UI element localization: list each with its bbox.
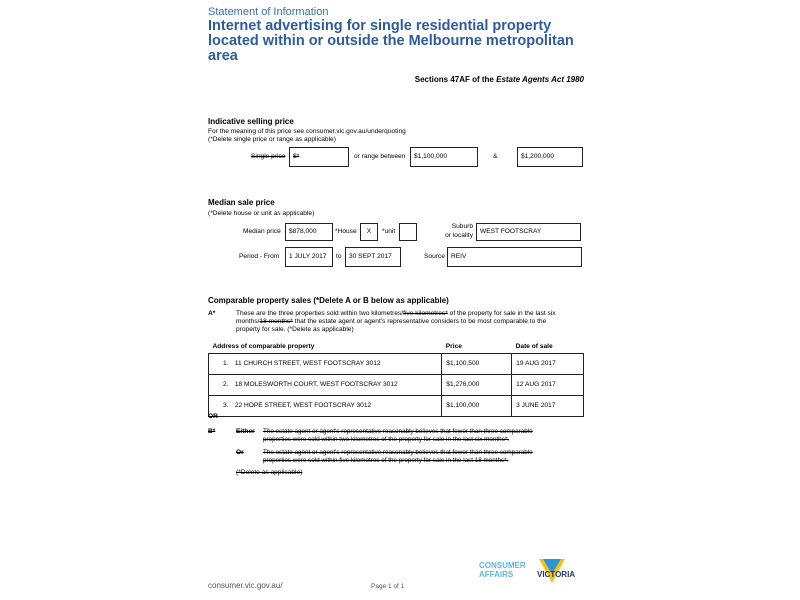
option-a-line-2-start: months/ — [236, 318, 260, 325]
house-label: *House — [335, 228, 357, 235]
period-from-field[interactable]: 1 JULY 2017 — [285, 247, 333, 267]
act-reference — [415, 75, 584, 84]
either-label: Either — [236, 428, 255, 435]
source-field[interactable]: REIV — [447, 247, 582, 267]
suburb-label-line-2: or locality — [445, 232, 473, 239]
range-amp: & — [493, 153, 498, 160]
option-a-line-1-end: of the property for sale in the last six — [447, 310, 556, 317]
row-address: 11 CHURCH STREET, WEST FOOTSCRAY 3012 — [234, 360, 381, 367]
option-a-line-1-start: These are the three properties sold within two kilometres/ — [236, 310, 404, 317]
row-address: 22 HOPE STREET, WEST FOOTSCRAY 3012 — [234, 402, 372, 409]
document-subtitle: Statement of Information — [208, 6, 329, 18]
table-row — [209, 395, 584, 416]
suburb-label — [425, 222, 473, 240]
table-header-row — [209, 341, 584, 353]
or-line-2: properties were sold within five kilometres of the property for sale in the last 18 months*. — [263, 457, 509, 464]
title-line-3: area — [208, 48, 238, 64]
option-a-line-2 — [236, 318, 596, 326]
address-cell[interactable] — [209, 395, 442, 416]
house-checkbox[interactable]: X — [360, 223, 378, 241]
title-line-2: located within or outside the Melbourne metropolitan — [208, 33, 574, 49]
range-label: or range between — [354, 153, 406, 160]
footer-website[interactable]: consumer.vic.gov.au/ — [208, 581, 283, 590]
option-a-struck-18-months: 18 months* — [259, 318, 293, 325]
option-a-line-3: property for sale. (*Delete as applicable) — [236, 326, 354, 333]
indicative-note-1: For the meaning of this price see consumer.vic.gov.au/underquoting — [208, 128, 406, 135]
consumer-affairs-logo — [479, 559, 585, 583]
median-price-label: Median price — [243, 228, 281, 235]
row-address: 18 MOLESWORTH COURT, WEST FOOTSCRAY 3012 — [234, 381, 398, 388]
option-a-struck-five-km: five kilometres* — [403, 310, 448, 317]
single-price-field[interactable]: $* — [289, 147, 349, 167]
indicative-heading: Indicative selling price — [208, 117, 294, 126]
option-a-line-1 — [236, 310, 596, 318]
page-number: Page 1 of 1 — [371, 583, 405, 590]
either-text — [263, 428, 593, 444]
delete-note: (*Delete as applicable) — [236, 469, 303, 476]
date-cell[interactable]: 12 AUG 2017 — [512, 374, 584, 395]
or-divider: OR — [208, 413, 218, 420]
source-label: Source — [424, 253, 445, 260]
single-price-label: Single price — [251, 153, 286, 160]
logo-line-affairs: AFFAIRS — [479, 570, 514, 579]
or-label: Or — [236, 449, 244, 456]
period-from-label: Period - From — [239, 253, 280, 260]
column-price: Price — [445, 343, 462, 351]
act-name: Estate Agents Act 1980 — [496, 75, 584, 84]
or-line-1: The estate agent or agent's representative reasonably believes that fewer than three comparable — [263, 449, 533, 456]
option-a-line-2-end: that the estate agent or agent's representative considers to be most comparable to the — [292, 318, 547, 325]
price-cell[interactable]: $1,276,000 — [442, 374, 512, 395]
option-b-marker: B* — [208, 428, 216, 435]
logo-line-consumer: CONSUMER — [479, 561, 526, 570]
column-date: Date of sale — [515, 343, 553, 351]
logo-line-victoria: VICTORIA — [537, 570, 576, 579]
period-to-label: to — [336, 253, 342, 260]
option-a-text — [236, 310, 596, 334]
date-cell[interactable]: 19 AUG 2017 — [512, 353, 584, 374]
suburb-field[interactable]: WEST FOOTSCRAY — [476, 223, 581, 241]
suburb-label-line-1: Suburb — [451, 223, 473, 230]
table-row — [209, 374, 584, 395]
price-cell[interactable]: $1,100,500 — [442, 353, 512, 374]
either-line-2: properties were sold within two kilometres of the property for sale in the last six months*. — [263, 436, 510, 443]
comparable-sales-table — [208, 341, 584, 417]
median-heading: Median sale price — [208, 198, 275, 207]
range-high-field[interactable]: $1,200,000 — [517, 147, 583, 167]
either-line-1: The estate agent or agent's representative reasonably believes that fewer than three comparable — [263, 428, 533, 435]
table-row — [209, 353, 584, 374]
comparable-heading: Comparable property sales (*Delete A or B below as applicable) — [208, 296, 449, 305]
unit-label: *unit — [382, 228, 396, 235]
row-number: 3. — [223, 402, 229, 409]
title-line-1: Internet advertising for single residential property — [208, 18, 552, 34]
column-address: Address of comparable property — [212, 343, 315, 351]
address-cell[interactable] — [209, 353, 442, 374]
option-a-marker: A* — [208, 310, 216, 317]
period-to-field[interactable]: 30 SEPT 2017 — [345, 247, 401, 267]
or-text — [263, 449, 593, 465]
unit-checkbox[interactable] — [399, 223, 417, 241]
address-cell[interactable] — [209, 374, 442, 395]
range-low-field[interactable]: $1,100,000 — [410, 147, 478, 167]
document-title — [208, 19, 628, 64]
row-number: 1. — [223, 360, 229, 367]
act-prefix: Sections 47AF of the — [414, 75, 497, 84]
row-number: 2. — [223, 381, 229, 388]
median-note: (*Delete house or unit as applicable) — [208, 210, 315, 217]
median-price-field[interactable]: $878,000 — [285, 223, 333, 241]
price-cell[interactable]: $1,100,000 — [442, 395, 512, 416]
date-cell[interactable]: 3 JUNE 2017 — [512, 395, 584, 416]
indicative-note-2: (*Delete single price or range as applicable) — [208, 136, 336, 143]
